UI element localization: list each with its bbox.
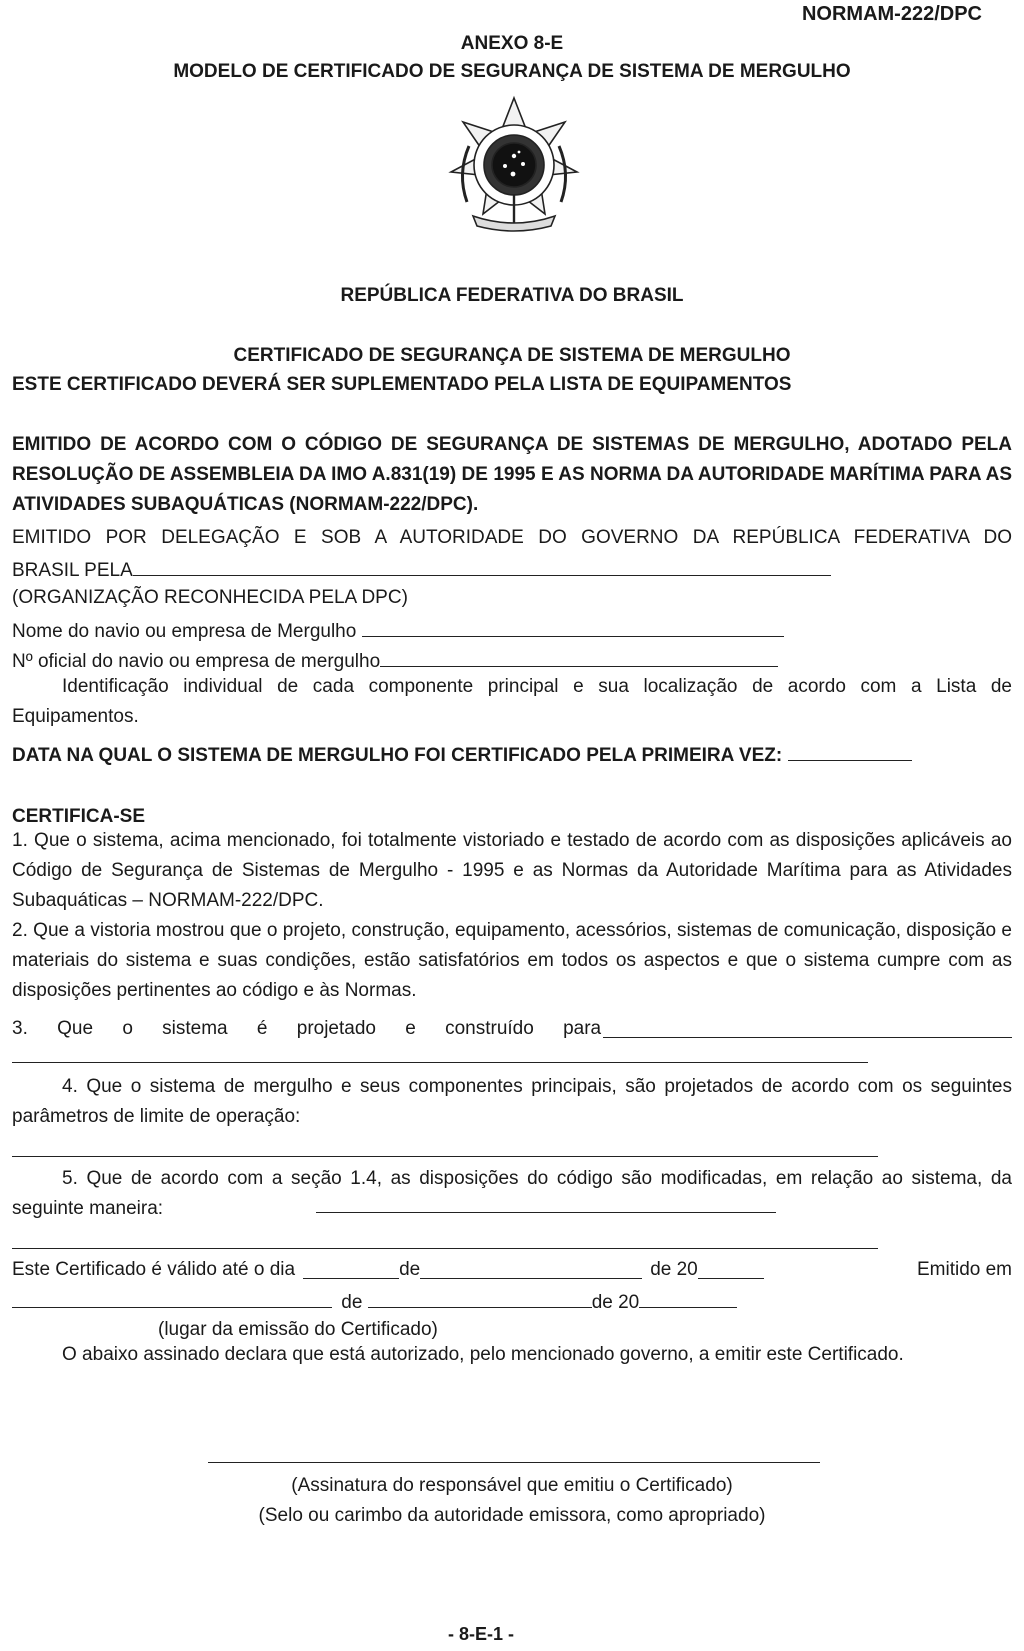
recognized-org: (ORGANIZAÇÃO RECONHECIDA PELA DPC) [12,587,408,608]
item-5: 5. Que de acordo com a seção 1.4, as disposições do código são modificadas, em relação ao sistema, da seguinte maneira: [12,1168,1012,1219]
item-4-blank-line[interactable] [12,1156,878,1157]
issued-year-blank[interactable] [639,1290,737,1308]
identification-paragraph: Identificação individual de cada componente principal e sua localização de acordo com a Lista de Equipamentos. [12,676,1012,727]
ship-name-blank[interactable] [362,619,784,637]
signature-line[interactable] [208,1462,820,1463]
supplement-note: ESTE CERTIFICADO DEVERÁ SER SUPLEMENTADO PELA LISTA DE EQUIPAMENTOS [12,374,792,395]
first-cert-date-blank[interactable] [788,743,912,761]
issued-of-year-2: de 20 [591,1292,640,1313]
issued-of-2: de [341,1292,363,1313]
item-2: 2. Que a vistoria mostrou que o projeto, construção, equipamento, acessórios, sistemas de comunicação, disposição e materiais do sistema e suas condições, estão satisfatórios em todos os aspectos e que o sistema cumpre com as disposições pertinentes ao código e às Normas. [12,920,1012,1001]
ship-name-label: Nome do navio ou empresa de Mergulho [12,621,357,642]
organization-blank[interactable] [133,558,831,576]
issued-in-label: Emitido em [916,1259,1012,1280]
item-3-blank-line-2[interactable] [12,1062,868,1063]
certificate-title: CERTIFICADO DE SEGURANÇA DE SISTEMA DE MERGULHO [233,345,791,366]
ship-number-field [12,649,778,671]
issued-by-end: BRASIL PELA [12,560,133,581]
item-5-blank-line[interactable] [12,1248,878,1249]
item-3-blank[interactable] [603,1020,1012,1038]
valid-of-1: de [399,1259,421,1280]
republic-title: REPÚBLICA FEDERATIVA DO BRASIL [340,285,684,306]
seal-note: (Selo ou carimbo da autoridade emissora, como apropriado) [258,1505,766,1526]
valid-year-blank[interactable] [698,1261,764,1279]
signature-note: (Assinatura do responsável que emitiu o Certificado) [291,1475,733,1496]
valid-until-label: Este Certificado é válido até o dia [12,1259,296,1280]
first-cert-date-label: DATA NA QUAL O SISTEMA DE MERGULHO FOI CERTIFICADO PELA PRIMEIRA VEZ: [12,745,783,766]
ship-number-label: Nº oficial do navio ou empresa de mergulho [12,651,381,672]
annex-title: ANEXO 8-E [460,33,564,54]
ship-name-field [12,619,784,641]
declaration: O abaixo assinado declara que está autorizado, pelo mencionado governo, a emitir este Certificado. [62,1344,904,1365]
place-note: (lugar da emissão do Certificado) [158,1319,438,1340]
issued-by-line: EMITIDO POR DELEGAÇÃO E SOB A AUTORIDADE DO GOVERNO DA REPÚBLICA FEDERATIVA DO [12,527,1012,548]
model-title: MODELO DE CERTIFICADO DE SEGURANÇA DE SISTEMA DE MERGULHO [173,61,851,82]
validity-line [12,1260,1012,1279]
ship-number-blank[interactable] [380,649,778,667]
certifies-heading: CERTIFICA-SE [12,806,145,827]
issued-by-field [12,558,831,580]
issued-month-blank[interactable] [368,1290,592,1308]
issued-place-blank[interactable] [12,1290,332,1308]
coat-of-arms-emblem [443,94,585,236]
issued-date-line [12,1290,737,1312]
first-cert-date-field [12,743,912,765]
issued-under-paragraph: EMITIDO DE ACORDO COM O CÓDIGO DE SEGURANÇA DE SISTEMAS DE MERGULHO, ADOTADO PELA RESOLUÇÃO DE ASSEMBLEIA DA IMO A.831(19) DE 1995 E AS NORMA DA AUTORIDADE MARÍTIMA PARA AS ATIVIDADES SUBAQUÁTICAS (NORMAM-222/DPC). [12,434,1012,515]
header-code: NORMAM-222/DPC [801,3,982,25]
item-1: 1. Que o sistema, acima mencionado, foi totalmente vistoriado e testado de acordo com as disposições aplicáveis ao Código de Segurança de Sistemas de Mergulho - 1995 e as Normas da Autoridade Marítima para as Atividades Subaquáticas – NORMAM-222/DPC. [12,830,1012,911]
item-5-blank-inline[interactable] [316,1212,776,1213]
item-4: 4. Que o sistema de mergulho e seus componentes principais, são projetados de acordo com os seguintes parâmetros de limite de operação: [12,1076,1012,1127]
valid-day-blank[interactable] [303,1261,399,1279]
valid-of-year-1: de 20 [650,1259,698,1280]
valid-month-blank[interactable] [420,1261,642,1279]
item-3-field [12,1019,1012,1038]
item-3: 3. Que o sistema é projetado e construído para [12,1018,602,1039]
page-number: - 8-E-1 - [448,1624,515,1644]
